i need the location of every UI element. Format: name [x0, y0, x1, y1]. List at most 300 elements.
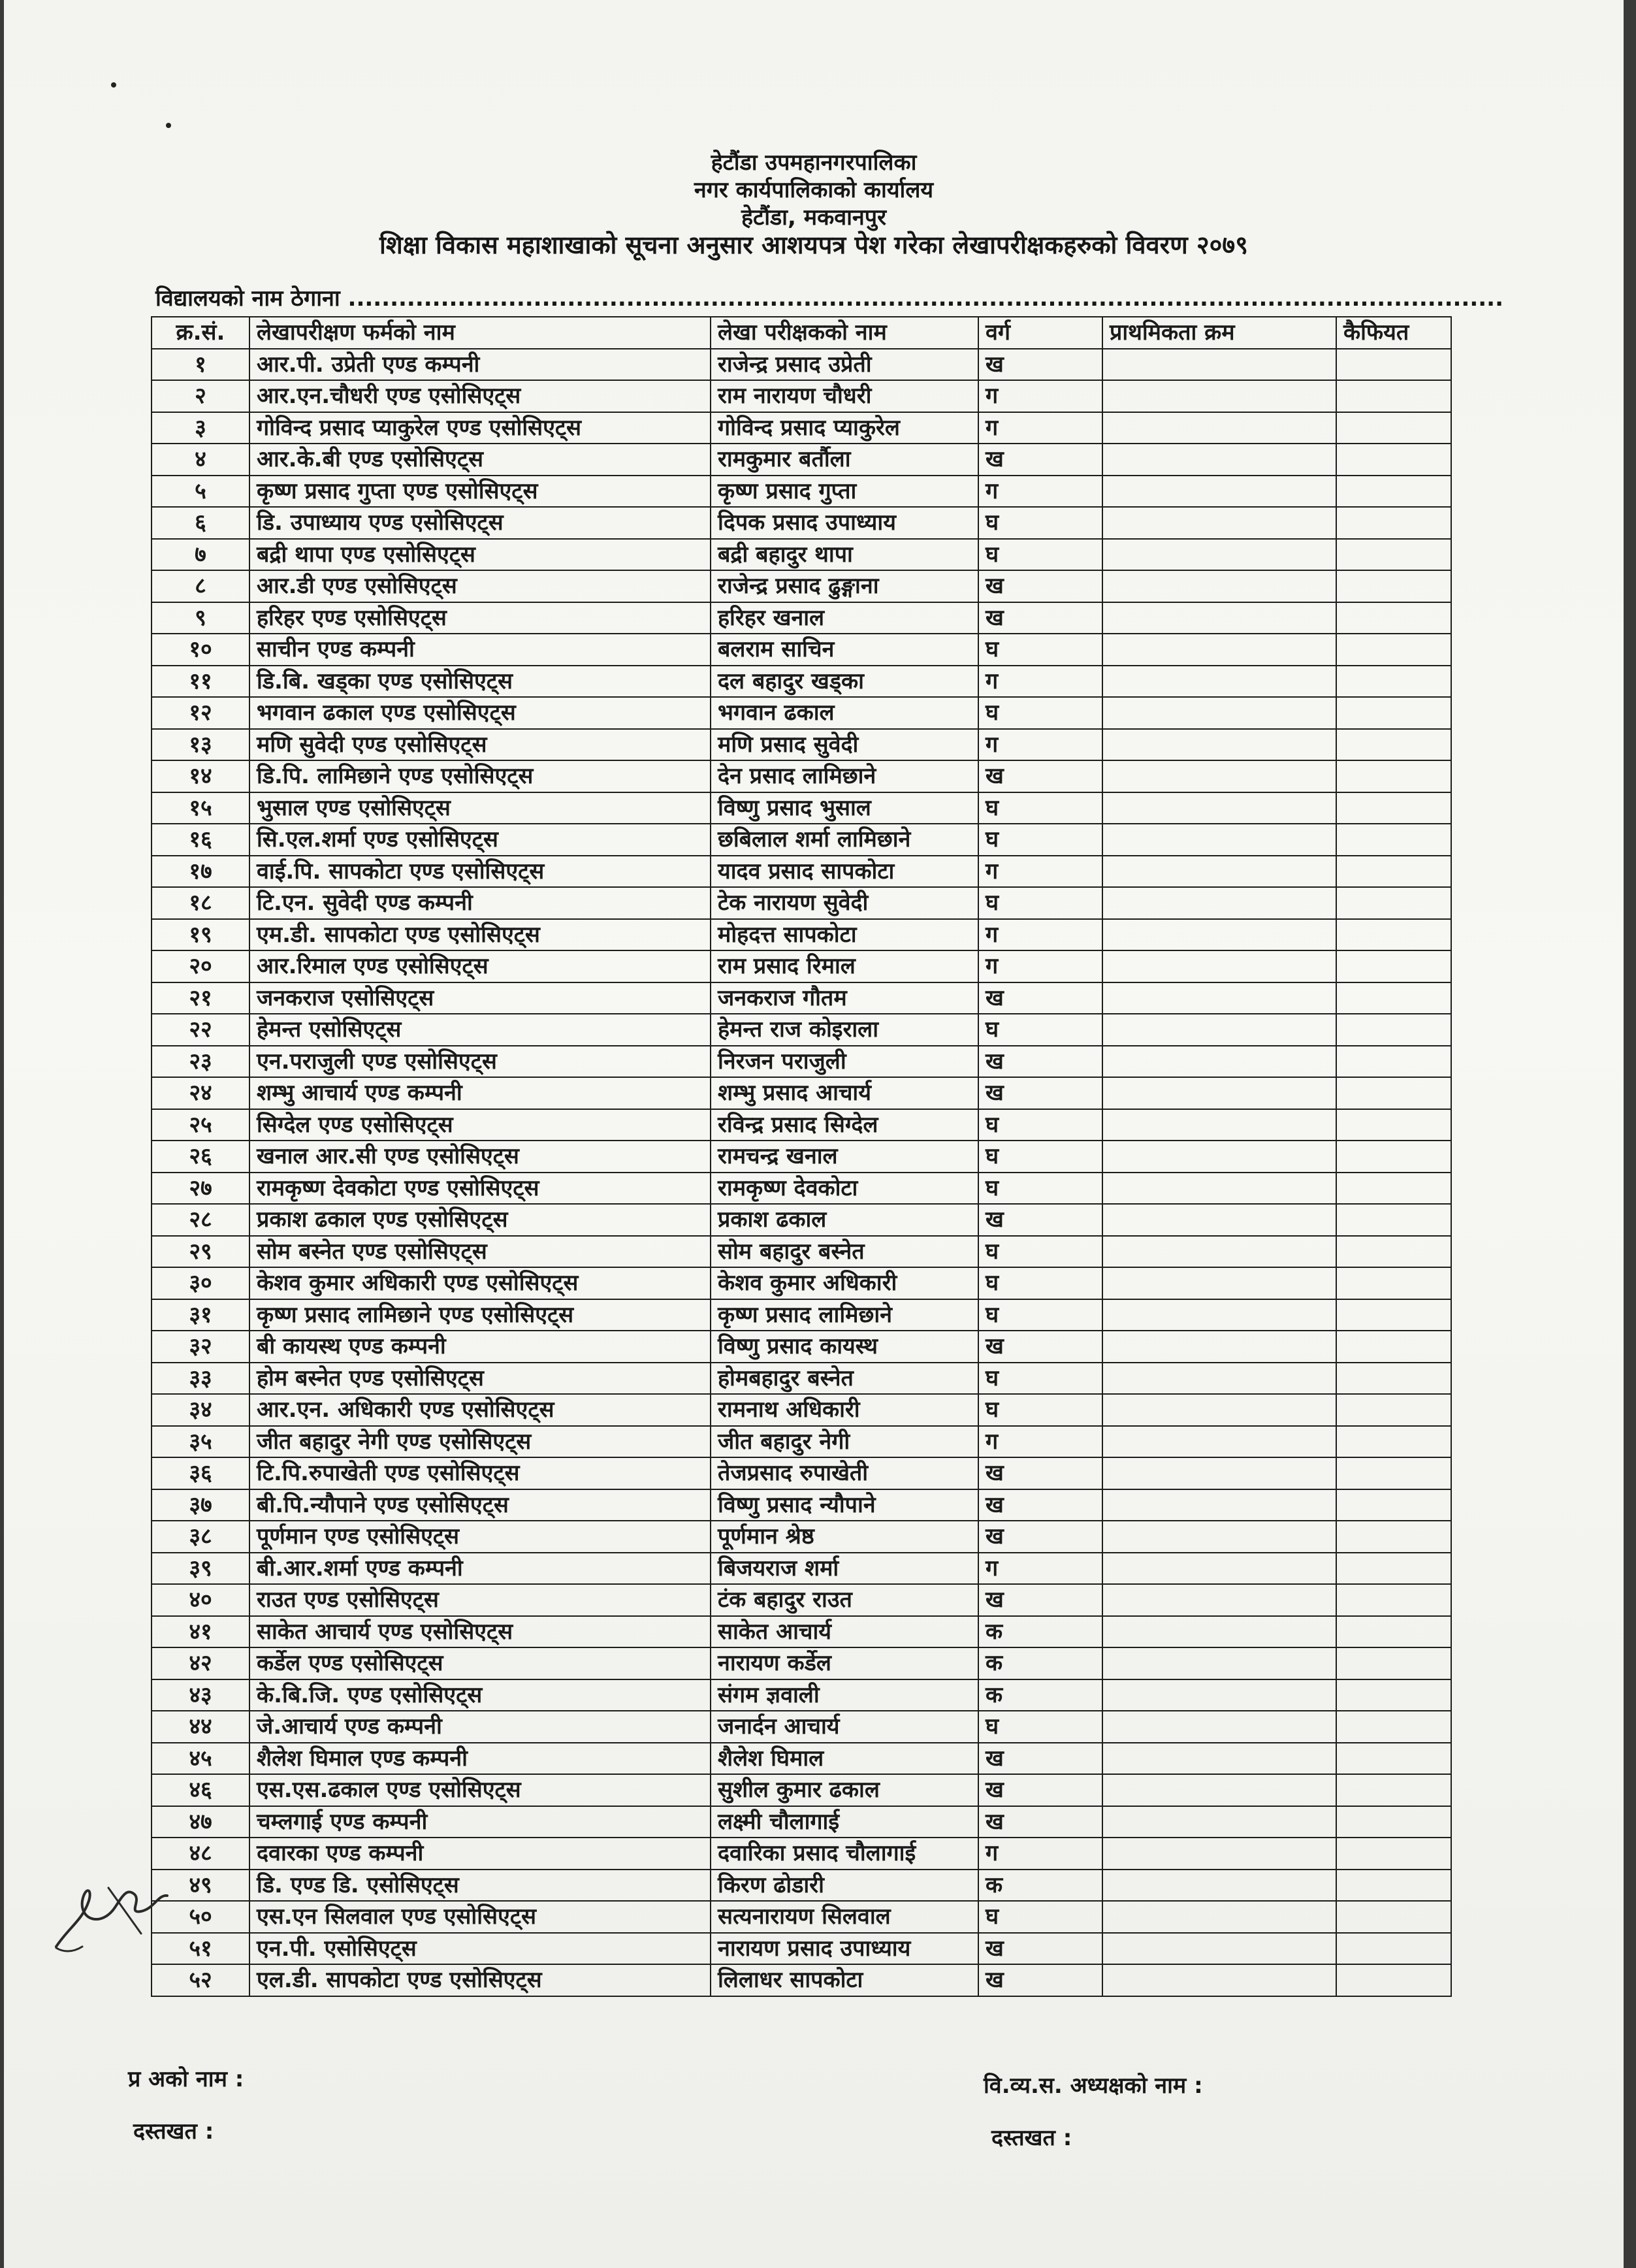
serial-cell: ३४	[152, 1394, 249, 1426]
firm-name-cell: के.बि.जि. एण्ड एसोसिएट्स	[249, 1679, 711, 1711]
remarks-cell	[1336, 792, 1451, 824]
class-cell: घ	[978, 1901, 1102, 1933]
serial-cell: २२	[152, 1014, 249, 1046]
col-firm-header: लेखापरीक्षण फर्मको नाम	[249, 317, 711, 349]
class-cell: घ	[978, 1173, 1102, 1205]
remarks-cell	[1336, 1870, 1451, 1902]
auditor-name-cell: दल बहादुर खड्का	[711, 666, 978, 698]
priority-cell	[1102, 1521, 1336, 1553]
serial-cell: १७	[152, 856, 249, 888]
firm-name-cell: डि. एण्ड डि. एसोसिएट्स	[249, 1870, 711, 1902]
auditor-table	[151, 316, 1452, 1997]
table-row	[152, 697, 1451, 729]
table-row	[152, 507, 1451, 539]
serial-cell: २१	[152, 982, 249, 1014]
priority-cell	[1102, 349, 1336, 381]
table-row	[152, 349, 1451, 381]
priority-cell	[1102, 1774, 1336, 1806]
serial-cell: ४६	[152, 1774, 249, 1806]
table-row	[152, 1236, 1451, 1268]
class-cell: ख	[978, 1077, 1102, 1109]
auditor-name-cell: जनार्दन आचार्य	[711, 1711, 978, 1743]
table-header-row	[152, 317, 1451, 349]
serial-cell: ३१	[152, 1299, 249, 1331]
remarks-cell	[1336, 380, 1451, 412]
serial-cell: ११	[152, 666, 249, 698]
serial-cell: १२	[152, 697, 249, 729]
priority-cell	[1102, 1173, 1336, 1205]
table-row	[152, 1394, 1451, 1426]
remarks-cell	[1336, 1109, 1451, 1141]
remarks-cell	[1336, 856, 1451, 888]
serial-cell: ५१	[152, 1933, 249, 1965]
firm-name-cell: सिग्देल एण्ड एसोसिएट्स	[249, 1109, 711, 1141]
class-cell: ख	[978, 349, 1102, 381]
firm-name-cell: एन.पी. एसोसिएट्स	[249, 1933, 711, 1965]
auditor-name-cell: गोविन्द प्रसाद प्याकुरेल	[711, 412, 978, 444]
priority-cell	[1102, 982, 1336, 1014]
col-remarks-header: कैफियत	[1336, 317, 1451, 349]
serial-cell: ४५	[152, 1743, 249, 1775]
table-row	[152, 1774, 1451, 1806]
remarks-cell	[1336, 1743, 1451, 1775]
class-cell: ग	[978, 729, 1102, 761]
col-class-header: वर्ग	[978, 317, 1102, 349]
priority-cell	[1102, 1141, 1336, 1173]
class-cell: क	[978, 1616, 1102, 1648]
remarks-cell	[1336, 1553, 1451, 1585]
auditor-name-cell: पूर्णमान श्रेष्ठ	[711, 1521, 978, 1553]
firm-name-cell: पूर्णमान एण्ड एसोसिएट्स	[249, 1521, 711, 1553]
firm-name-cell: केशव कुमार अधिकारी एण्ड एसोसिएट्स	[249, 1267, 711, 1299]
remarks-cell	[1336, 1236, 1451, 1268]
remarks-cell	[1336, 1838, 1451, 1870]
table-row	[152, 412, 1451, 444]
serial-cell: ३०	[152, 1267, 249, 1299]
priority-cell	[1102, 1806, 1336, 1838]
header-title: शिक्षा विकास महाशाखाको सूचना अनुसार आशयपत्र पेश गरेका लेखापरीक्षकहरुको विवरण २०७९	[379, 231, 1248, 259]
firm-name-cell: जे.आचार्य एण्ड कम्पनी	[249, 1711, 711, 1743]
auditor-name-cell: शैलेश घिमाल	[711, 1743, 978, 1775]
auditor-name-cell: विष्णु प्रसाद न्यौपाने	[711, 1489, 978, 1521]
class-cell: घ	[978, 1014, 1102, 1046]
table-row	[152, 1584, 1451, 1616]
class-cell: ग	[978, 950, 1102, 982]
priority-cell	[1102, 634, 1336, 666]
class-cell: ग	[978, 412, 1102, 444]
serial-cell: १	[152, 349, 249, 381]
serial-cell: ३३	[152, 1363, 249, 1395]
class-cell: क	[978, 1647, 1102, 1679]
priority-cell	[1102, 444, 1336, 476]
table-row	[152, 1521, 1451, 1553]
firm-name-cell: चम्लगाई एण्ड कम्पनी	[249, 1806, 711, 1838]
speck-mark	[166, 123, 171, 128]
table-row	[152, 1077, 1451, 1109]
remarks-cell	[1336, 982, 1451, 1014]
principal-signature-label: दस्तखत :	[133, 2118, 214, 2145]
firm-name-cell: आर.एन.चौधरी एण्ड एसोसिएट्स	[249, 380, 711, 412]
header-municipality: हेटौंडा उपमहानगरपालिका	[711, 150, 917, 176]
auditor-name-cell: यादव प्रसाद सापकोटा	[711, 856, 978, 888]
col-serial-header: क्र.सं.	[152, 317, 249, 349]
remarks-cell	[1336, 1901, 1451, 1933]
priority-cell	[1102, 1363, 1336, 1395]
remarks-cell	[1336, 476, 1451, 508]
serial-cell: ४८	[152, 1838, 249, 1870]
auditor-name-cell: लक्ष्मी चौलागाई	[711, 1806, 978, 1838]
header-office: नगर कार्यपालिकाको कार्यालय	[694, 177, 934, 203]
class-cell: ख	[978, 982, 1102, 1014]
firm-name-cell: राउत एण्ड एसोसिएट्स	[249, 1584, 711, 1616]
remarks-cell	[1336, 729, 1451, 761]
table-row	[152, 476, 1451, 508]
firm-name-cell: हरिहर एण्ड एसोसिएट्स	[249, 602, 711, 634]
table-row	[152, 1331, 1451, 1363]
serial-cell: ३९	[152, 1553, 249, 1585]
table-row	[152, 950, 1451, 982]
table-row	[152, 982, 1451, 1014]
table-row	[152, 1141, 1451, 1173]
auditor-name-cell: टंक बहादुर राउत	[711, 1584, 978, 1616]
remarks-cell	[1336, 919, 1451, 951]
principal-name-label: प्र अको नाम :	[128, 2066, 244, 2092]
firm-name-cell: दवारका एण्ड कम्पनी	[249, 1838, 711, 1870]
priority-cell	[1102, 1109, 1336, 1141]
priority-cell	[1102, 1838, 1336, 1870]
remarks-cell	[1336, 1394, 1451, 1426]
serial-cell: ९	[152, 602, 249, 634]
serial-cell: ६	[152, 507, 249, 539]
document-page	[4, 0, 1624, 2268]
table-row	[152, 1711, 1451, 1743]
auditor-name-cell: राम नारायण चौधरी	[711, 380, 978, 412]
table-row	[152, 1838, 1451, 1870]
auditor-name-cell: छबिलाल शर्मा लामिछाने	[711, 824, 978, 856]
class-cell: घ	[978, 1394, 1102, 1426]
priority-cell	[1102, 1457, 1336, 1489]
class-cell: घ	[978, 1109, 1102, 1141]
remarks-cell	[1336, 1014, 1451, 1046]
firm-name-cell: मणि सुवेदी एण्ड एसोसिएट्स	[249, 729, 711, 761]
firm-name-cell: कर्डेल एण्ड एसोसिएट्स	[249, 1647, 711, 1679]
serial-cell: ५	[152, 476, 249, 508]
priority-cell	[1102, 950, 1336, 982]
remarks-cell	[1336, 1679, 1451, 1711]
class-cell: घ	[978, 1299, 1102, 1331]
firm-name-cell: जीत बहादुर नेगी एण्ड एसोसिएट्स	[249, 1426, 711, 1458]
table-row	[152, 1267, 1451, 1299]
firm-name-cell: डि.बि. खड्का एण्ड एसोसिएट्स	[249, 666, 711, 698]
priority-cell	[1102, 919, 1336, 951]
auditor-name-cell: संगम ज्ञवाली	[711, 1679, 978, 1711]
serial-cell: १६	[152, 824, 249, 856]
class-cell: ग	[978, 919, 1102, 951]
class-cell: ख	[978, 1331, 1102, 1363]
class-cell: ख	[978, 1521, 1102, 1553]
firm-name-cell: जनकराज एसोसिएट्स	[249, 982, 711, 1014]
remarks-cell	[1336, 1489, 1451, 1521]
auditor-name-cell: दवारिका प्रसाद चौलागाई	[711, 1838, 978, 1870]
class-cell: घ	[978, 1711, 1102, 1743]
auditor-name-cell: साकेत आचार्य	[711, 1616, 978, 1648]
priority-cell	[1102, 1743, 1336, 1775]
table-row	[152, 1046, 1451, 1078]
priority-cell	[1102, 760, 1336, 792]
table-row	[152, 1647, 1451, 1679]
remarks-cell	[1336, 1173, 1451, 1205]
remarks-cell	[1336, 507, 1451, 539]
table-row	[152, 856, 1451, 888]
table-row	[152, 1489, 1451, 1521]
firm-name-cell: एन.पराजुली एण्ड एसोसिएट्स	[249, 1046, 711, 1078]
firm-name-cell: डि.पि. लामिछाने एण्ड एसोसिएट्स	[249, 760, 711, 792]
serial-cell: ४९	[152, 1870, 249, 1902]
auditor-name-cell: नारायण प्रसाद उपाध्याय	[711, 1933, 978, 1965]
auditor-name-cell: सोम बहादुर बस्नेत	[711, 1236, 978, 1268]
firm-name-cell: एम.डी. सापकोटा एण्ड एसोसिएट्स	[249, 919, 711, 951]
table-row	[152, 1363, 1451, 1395]
serial-cell: २७	[152, 1173, 249, 1205]
chair-signature-label: दस्तखत :	[991, 2125, 1072, 2151]
remarks-cell	[1336, 1046, 1451, 1078]
priority-cell	[1102, 1679, 1336, 1711]
auditor-name-cell: कृष्ण प्रसाद गुप्ता	[711, 476, 978, 508]
firm-name-cell: आर.एन. अधिकारी एण्ड एसोसिएट्स	[249, 1394, 711, 1426]
firm-name-cell: आर.के.बी एण्ड एसोसिएट्स	[249, 444, 711, 476]
class-cell: ख	[978, 1204, 1102, 1236]
remarks-cell	[1336, 1141, 1451, 1173]
auditor-name-cell: रामकृष्ण देवकोटा	[711, 1173, 978, 1205]
class-cell: ख	[978, 1457, 1102, 1489]
table-row	[152, 729, 1451, 761]
remarks-cell	[1336, 349, 1451, 381]
serial-cell: ५२	[152, 1964, 249, 1996]
firm-name-cell: साकेत आचार्य एण्ड एसोसिएट्स	[249, 1616, 711, 1648]
remarks-cell	[1336, 1331, 1451, 1363]
priority-cell	[1102, 1901, 1336, 1933]
firm-name-cell: भगवान ढकाल एण्ड एसोसिएट्स	[249, 697, 711, 729]
priority-cell	[1102, 1964, 1336, 1996]
class-cell: क	[978, 1679, 1102, 1711]
remarks-cell	[1336, 539, 1451, 571]
serial-cell: ४३	[152, 1679, 249, 1711]
priority-cell	[1102, 1584, 1336, 1616]
priority-cell	[1102, 1014, 1336, 1046]
priority-cell	[1102, 1553, 1336, 1585]
class-cell: ख	[978, 1806, 1102, 1838]
firm-name-cell: कृष्ण प्रसाद गुप्ता एण्ड एसोसिएट्स	[249, 476, 711, 508]
chair-name-label: वि.व्य.स. अध्यक्षको नाम :	[984, 2073, 1203, 2099]
remarks-cell	[1336, 1204, 1451, 1236]
remarks-cell	[1336, 1457, 1451, 1489]
serial-cell: २४	[152, 1077, 249, 1109]
priority-cell	[1102, 856, 1336, 888]
table-row	[152, 760, 1451, 792]
remarks-cell	[1336, 1521, 1451, 1553]
remarks-cell	[1336, 1806, 1451, 1838]
priority-cell	[1102, 412, 1336, 444]
class-cell: ख	[978, 602, 1102, 634]
class-cell: घ	[978, 1363, 1102, 1395]
table-row	[152, 1553, 1451, 1585]
serial-cell: ३७	[152, 1489, 249, 1521]
priority-cell	[1102, 1299, 1336, 1331]
class-cell: घ	[978, 887, 1102, 919]
auditor-name-cell: जीत बहादुर नेगी	[711, 1426, 978, 1458]
firm-name-cell: प्रकाश ढकाल एण्ड एसोसिएट्स	[249, 1204, 711, 1236]
priority-cell	[1102, 666, 1336, 698]
priority-cell	[1102, 887, 1336, 919]
priority-cell	[1102, 1870, 1336, 1902]
remarks-cell	[1336, 666, 1451, 698]
priority-cell	[1102, 1426, 1336, 1458]
remarks-cell	[1336, 1584, 1451, 1616]
class-cell: ग	[978, 666, 1102, 698]
remarks-cell	[1336, 1964, 1451, 1996]
firm-name-cell: आर.पी. उप्रेती एण्ड कम्पनी	[249, 349, 711, 381]
firm-name-cell: खनाल आर.सी एण्ड एसोसिएट्स	[249, 1141, 711, 1173]
table-row	[152, 1457, 1451, 1489]
table-row	[152, 570, 1451, 602]
table-row	[152, 380, 1451, 412]
auditor-name-cell: राजेन्द्र प्रसाद उप्रेती	[711, 349, 978, 381]
priority-cell	[1102, 1711, 1336, 1743]
serial-cell: ३५	[152, 1426, 249, 1458]
auditor-name-cell: बद्री बहादुर थापा	[711, 539, 978, 571]
auditor-name-cell: टेक नारायण सुवेदी	[711, 887, 978, 919]
class-cell: ग	[978, 1553, 1102, 1585]
table-row	[152, 602, 1451, 634]
table-row	[152, 666, 1451, 698]
firm-name-cell: एस.एन सिलवाल एण्ड एसोसिएट्स	[249, 1901, 711, 1933]
serial-cell: १५	[152, 792, 249, 824]
document-header	[4, 149, 1624, 259]
remarks-cell	[1336, 1363, 1451, 1395]
class-cell: क	[978, 1870, 1102, 1902]
firm-name-cell: गोविन्द प्रसाद प्याकुरेल एण्ड एसोसिएट्स	[249, 412, 711, 444]
remarks-cell	[1336, 824, 1451, 856]
priority-cell	[1102, 729, 1336, 761]
auditor-name-cell: देन प्रसाद लामिछाने	[711, 760, 978, 792]
class-cell: ख	[978, 444, 1102, 476]
class-cell: घ	[978, 1141, 1102, 1173]
serial-cell: २६	[152, 1141, 249, 1173]
serial-cell: २३	[152, 1046, 249, 1078]
class-cell: ख	[978, 1584, 1102, 1616]
auditor-name-cell: हेमन्त राज कोइराला	[711, 1014, 978, 1046]
class-cell: घ	[978, 1236, 1102, 1268]
table-row	[152, 1426, 1451, 1458]
priority-cell	[1102, 507, 1336, 539]
table-row	[152, 1109, 1451, 1141]
speck-mark	[111, 82, 116, 88]
class-cell: ख	[978, 1933, 1102, 1965]
auditor-name-cell: रामचन्द्र खनाल	[711, 1141, 978, 1173]
serial-cell: १३	[152, 729, 249, 761]
serial-cell: २०	[152, 950, 249, 982]
serial-cell: ४४	[152, 1711, 249, 1743]
auditor-name-cell: भगवान ढकाल	[711, 697, 978, 729]
auditor-name-cell: शम्भु प्रसाद आचार्य	[711, 1077, 978, 1109]
remarks-cell	[1336, 634, 1451, 666]
auditor-name-cell: किरण ढोडारी	[711, 1870, 978, 1902]
remarks-cell	[1336, 950, 1451, 982]
serial-cell: ८	[152, 570, 249, 602]
remarks-cell	[1336, 444, 1451, 476]
auditor-name-cell: निरजन पराजुली	[711, 1046, 978, 1078]
remarks-cell	[1336, 1711, 1451, 1743]
class-cell: ख	[978, 570, 1102, 602]
priority-cell	[1102, 1933, 1336, 1965]
auditor-name-cell: केशव कुमार अधिकारी	[711, 1267, 978, 1299]
auditor-name-cell: जनकराज गौतम	[711, 982, 978, 1014]
serial-cell: २	[152, 380, 249, 412]
firm-name-cell: होम बस्नेत एण्ड एसोसिएट्स	[249, 1363, 711, 1395]
priority-cell	[1102, 1394, 1336, 1426]
priority-cell	[1102, 380, 1336, 412]
class-cell: घ	[978, 1267, 1102, 1299]
remarks-cell	[1336, 760, 1451, 792]
class-cell: ख	[978, 1046, 1102, 1078]
auditor-name-cell: रामनाथ अधिकारी	[711, 1394, 978, 1426]
class-cell: ग	[978, 1838, 1102, 1870]
class-cell: ख	[978, 1743, 1102, 1775]
firm-name-cell: सोम बस्नेत एण्ड एसोसिएट्स	[249, 1236, 711, 1268]
auditor-name-cell: रामकुमार बर्तौला	[711, 444, 978, 476]
table-row	[152, 1870, 1451, 1902]
serial-cell: ३६	[152, 1457, 249, 1489]
firm-name-cell: आर.डी एण्ड एसोसिएट्स	[249, 570, 711, 602]
serial-cell: ७	[152, 539, 249, 571]
firm-name-cell: शैलेश घिमाल एण्ड कम्पनी	[249, 1743, 711, 1775]
auditor-name-cell: मोहदत्त सापकोटा	[711, 919, 978, 951]
firm-name-cell: रामकृष्ण देवकोटा एण्ड एसोसिएट्स	[249, 1173, 711, 1205]
table-row	[152, 887, 1451, 919]
priority-cell	[1102, 792, 1336, 824]
class-cell: घ	[978, 507, 1102, 539]
table-row	[152, 539, 1451, 571]
table-body	[152, 349, 1451, 1996]
firm-name-cell: हेमन्त एसोसिएट्स	[249, 1014, 711, 1046]
priority-cell	[1102, 1267, 1336, 1299]
firm-name-cell: कृष्ण प्रसाद लामिछाने एण्ड एसोसिएट्स	[249, 1299, 711, 1331]
table-row	[152, 824, 1451, 856]
class-cell: घ	[978, 697, 1102, 729]
serial-cell: ४२	[152, 1647, 249, 1679]
auditor-name-cell: हरिहर खनाल	[711, 602, 978, 634]
priority-cell	[1102, 824, 1336, 856]
class-cell: ग	[978, 476, 1102, 508]
remarks-cell	[1336, 887, 1451, 919]
class-cell: ग	[978, 1426, 1102, 1458]
auditor-name-cell: तेजप्रसाद रुपाखेती	[711, 1457, 978, 1489]
priority-cell	[1102, 1046, 1336, 1078]
auditor-name-cell: नारायण कर्डेल	[711, 1647, 978, 1679]
priority-cell	[1102, 1204, 1336, 1236]
serial-cell: ३२	[152, 1331, 249, 1363]
table-row	[152, 1933, 1451, 1965]
auditor-name-cell: प्रकाश ढकाल	[711, 1204, 978, 1236]
auditor-name-cell: विष्णु प्रसाद भुसाल	[711, 792, 978, 824]
firm-name-cell: डि. उपाध्याय एण्ड एसोसिएट्स	[249, 507, 711, 539]
table-row	[152, 1014, 1451, 1046]
priority-cell	[1102, 570, 1336, 602]
serial-cell: १०	[152, 634, 249, 666]
firm-name-cell: बी.पि.न्यौपाने एण्ड एसोसिएट्स	[249, 1489, 711, 1521]
serial-cell: १८	[152, 887, 249, 919]
table-row	[152, 1901, 1451, 1933]
